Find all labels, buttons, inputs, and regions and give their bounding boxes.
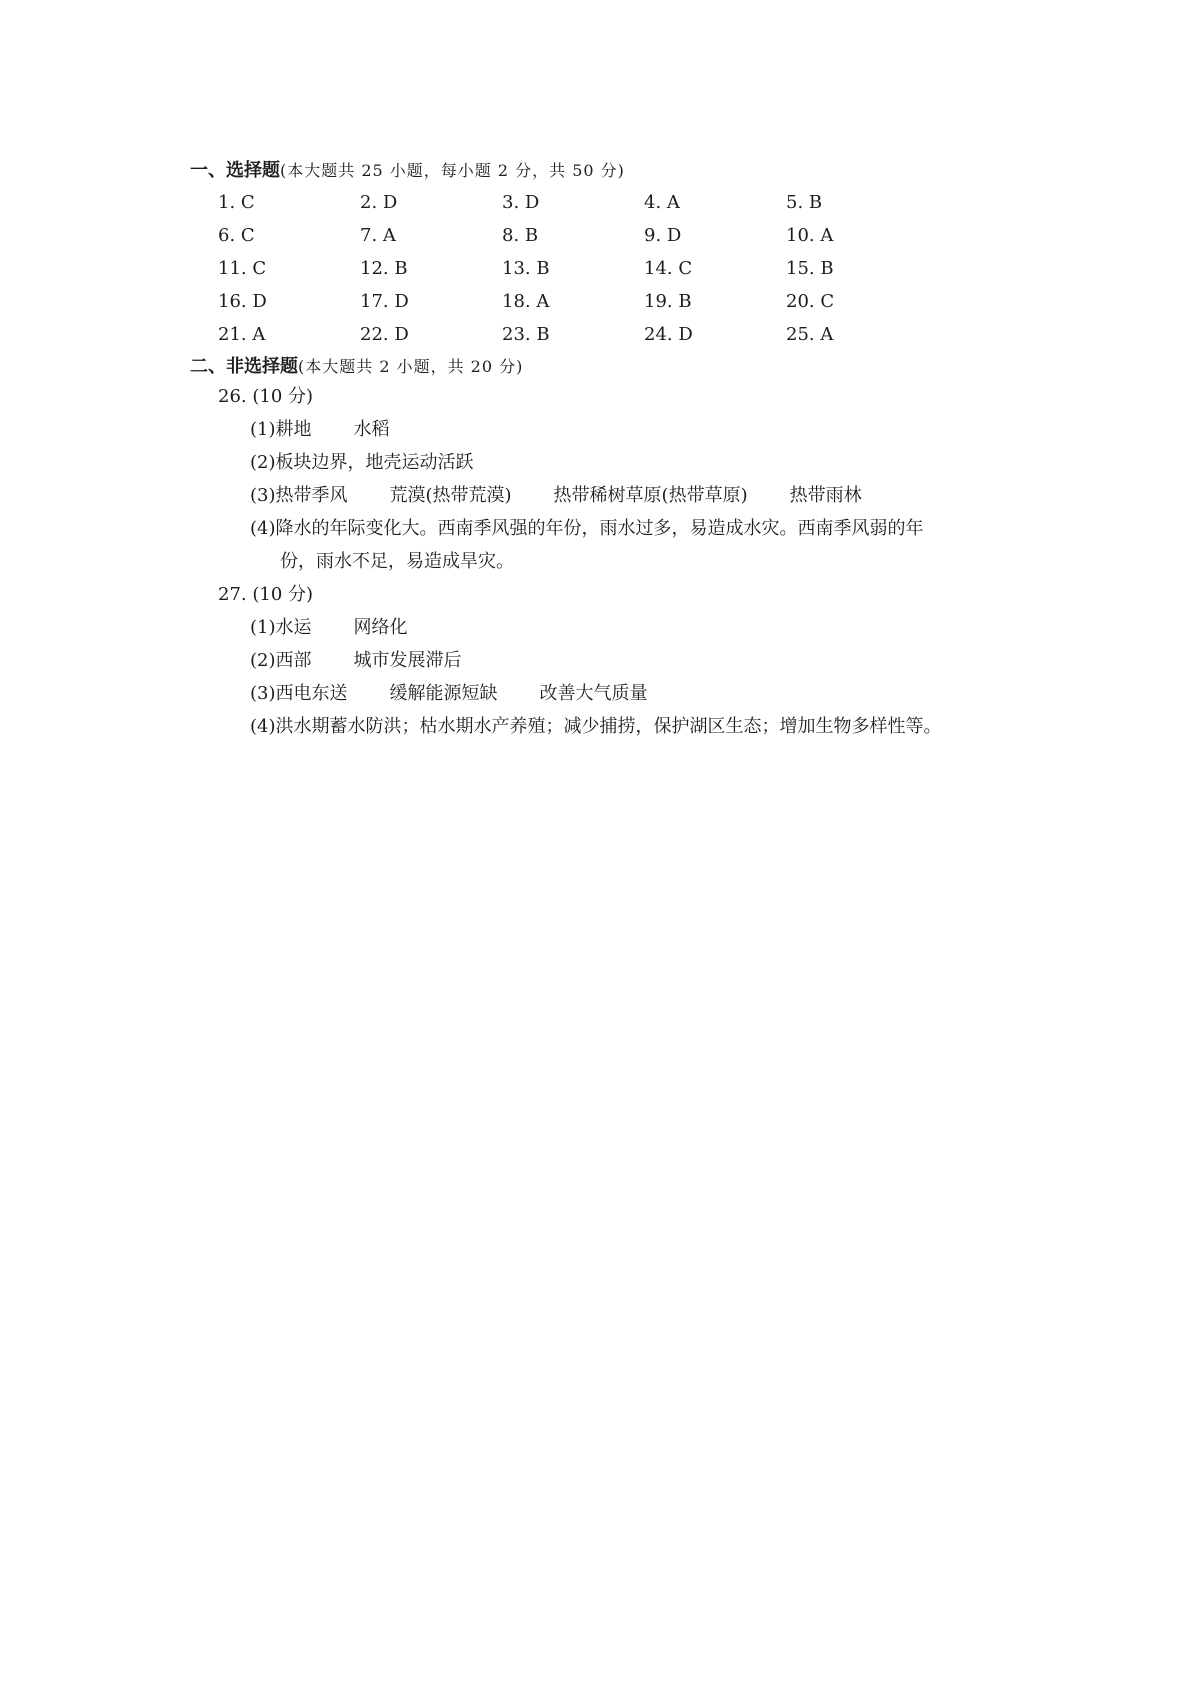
question-26-head: 26. (10 分) — [218, 386, 314, 407]
section1-note: (本大题共 25 小题，每小题 2 分，共 50 分) — [280, 161, 625, 180]
mc-answer: 4. A — [644, 192, 680, 213]
mc-row — [218, 318, 978, 351]
answer-line: (4)降水的年际变化大。西南季风强的年份，雨水过多，易造成水灾。西南季风弱的年 — [250, 518, 924, 539]
mc-row — [218, 285, 978, 318]
mc-answer: 1. C — [218, 192, 255, 213]
answer-part: (3)热带季风 — [250, 485, 348, 506]
mc-answer: 24. D — [644, 324, 693, 345]
mc-answer: 7. A — [360, 225, 396, 246]
mc-answer: 17. D — [360, 291, 409, 312]
answer-part: (4)洪水期蓄水防洪；枯水期水产养殖；减少捕捞，保护湖区生态；增加生物多样性等。 — [250, 716, 942, 737]
answer-part: 水稻 — [353, 419, 390, 440]
mc-answer: 3. D — [502, 192, 540, 213]
section2-header — [190, 352, 523, 378]
answer-part: (1)耕地 — [250, 419, 312, 440]
q27-answer-2 — [250, 644, 942, 677]
answer-line: 份，雨水不足，易造成旱灾。 — [280, 551, 514, 572]
mc-answer: 22. D — [360, 324, 409, 345]
mc-answer: 2. D — [360, 192, 398, 213]
answer-part: (1)水运 — [250, 617, 312, 638]
mc-answer: 18. A — [502, 291, 550, 312]
q26-answer-4 — [250, 512, 1010, 578]
mc-answer: 13. B — [502, 258, 550, 279]
q27-answer-1 — [250, 611, 942, 644]
multiple-choice-answers — [218, 186, 978, 351]
mc-answer: 23. B — [502, 324, 550, 345]
question-26 — [218, 380, 978, 578]
question-27 — [218, 578, 942, 743]
mc-answer: 21. A — [218, 324, 266, 345]
q26-answer-1 — [250, 413, 1010, 446]
mc-row — [218, 252, 978, 285]
mc-answer: 14. C — [644, 258, 693, 279]
mc-answer: 5. B — [786, 192, 823, 213]
answer-part: 网络化 — [353, 617, 408, 638]
mc-answer: 11. C — [218, 258, 267, 279]
q27-answer-4 — [250, 710, 942, 743]
question-27-head: 27. (10 分) — [218, 584, 314, 605]
mc-answer: 12. B — [360, 258, 408, 279]
section2-note: (本大题共 2 小题，共 20 分) — [298, 357, 524, 376]
answer-part: (2)板块边界，地壳运动活跃 — [250, 452, 474, 473]
q26-answer-3 — [250, 479, 1010, 512]
mc-answer: 8. B — [502, 225, 539, 246]
answer-part: 荒漠(热带荒漠) — [389, 485, 512, 506]
answer-part: 热带雨林 — [789, 485, 862, 506]
mc-answer: 20. C — [786, 291, 835, 312]
mc-answer: 19. B — [644, 291, 692, 312]
mc-row — [218, 219, 978, 252]
section1-title: 一、选择题 — [190, 160, 280, 181]
q27-answer-3 — [250, 677, 942, 710]
answer-part: (3)西电东送 — [250, 683, 348, 704]
mc-answer: 16. D — [218, 291, 267, 312]
answer-part: (2)西部 — [250, 650, 312, 671]
q26-answer-2 — [250, 446, 1010, 479]
mc-row — [218, 186, 978, 219]
mc-answer: 25. A — [786, 324, 834, 345]
answer-part: 缓解能源短缺 — [389, 683, 498, 704]
section2-title: 二、非选择题 — [190, 356, 298, 377]
mc-answer: 15. B — [786, 258, 834, 279]
mc-answer: 10. A — [786, 225, 834, 246]
answer-part: 城市发展滞后 — [353, 650, 462, 671]
answer-part: 改善大气质量 — [539, 683, 648, 704]
mc-answer: 9. D — [644, 225, 682, 246]
section1-header — [190, 156, 625, 182]
mc-answer: 6. C — [218, 225, 255, 246]
answer-part: 热带稀树草原(热带草原) — [553, 485, 748, 506]
